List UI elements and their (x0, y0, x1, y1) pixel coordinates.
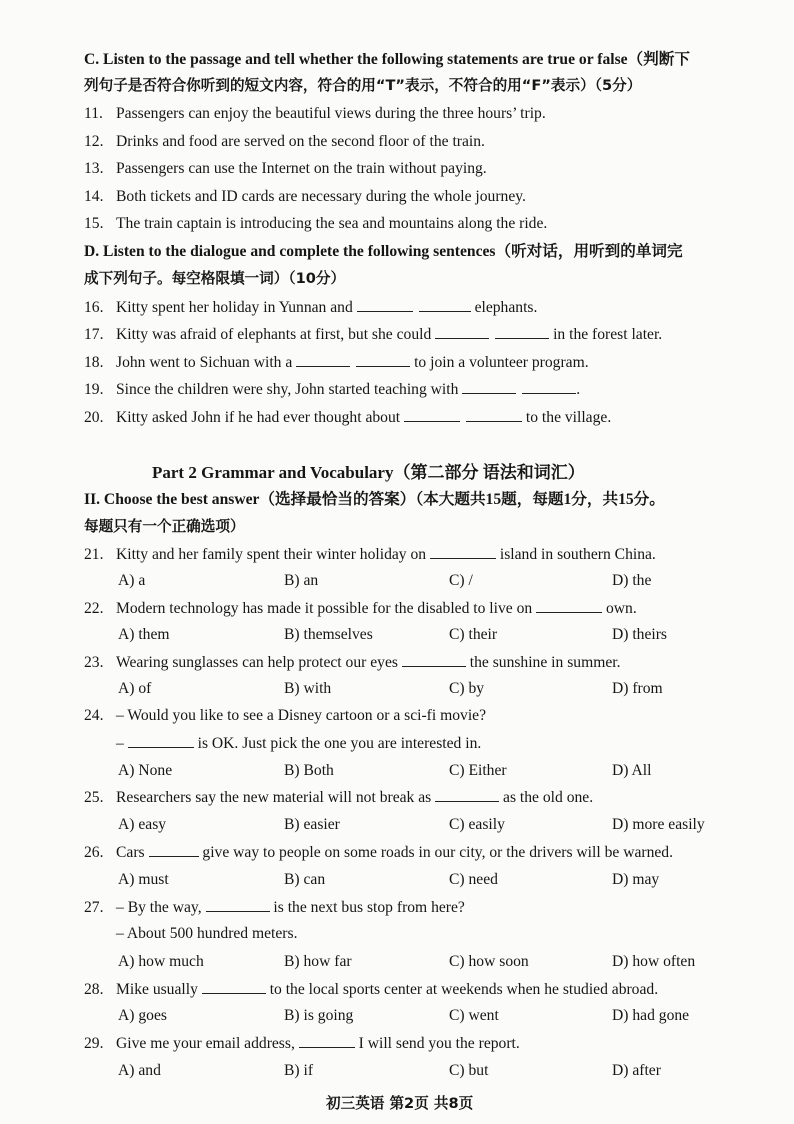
option-a[interactable]: A) must (118, 871, 169, 888)
question-text: to the local sports center at weekends when he studied abroad. (269, 981, 659, 999)
answer-blank[interactable] (149, 842, 199, 857)
option-c[interactable]: C) but (449, 1062, 489, 1079)
question-text: give way to people on some roads in our city, or the drivers will be warned. (202, 844, 673, 862)
option-b[interactable]: B) themselves (284, 626, 373, 643)
item-number: 23. (84, 654, 104, 672)
question-text: Wearing sunglasses can help protect our eyes (116, 654, 398, 672)
dash: – (116, 735, 124, 753)
question-text: Give me your email address, (116, 1035, 295, 1053)
statement-12 (84, 132, 485, 151)
sentence-text: . (576, 381, 581, 399)
section-c-heading-cont: 列句子是否符合你听到的短文内容，符合的用“T”表示，不符合的用“F”表示）（5分） (84, 77, 642, 94)
option-b[interactable]: B) an (284, 572, 319, 589)
statement-15 (84, 214, 547, 233)
statement-text: Passengers can enjoy the beautiful views during the three hours’ trip. (116, 105, 546, 122)
question-28 (84, 979, 658, 1000)
question-25 (84, 787, 593, 808)
answer-blank[interactable] (462, 379, 516, 394)
item-number: 22. (84, 600, 104, 618)
option-d[interactable]: D) the (612, 572, 652, 589)
sentence-19 (84, 379, 580, 400)
option-d[interactable]: D) had gone (612, 1007, 690, 1024)
option-d[interactable]: D) how often (612, 953, 696, 970)
page-footer: 初三英语 第2页 共8页 (326, 1095, 474, 1112)
answer-blank[interactable] (402, 652, 466, 667)
statement-text: Both tickets and ID cards are necessary during the whole journey. (116, 188, 526, 205)
item-number: 11. (84, 105, 103, 122)
item-number: 24. (84, 707, 104, 724)
option-a[interactable]: A) None (118, 762, 173, 779)
option-a[interactable]: A) goes (118, 1007, 167, 1024)
option-b[interactable]: B) Both (284, 762, 334, 779)
option-d[interactable]: D) after (612, 1062, 661, 1079)
option-b[interactable]: B) with (284, 680, 332, 697)
item-number: 20. (84, 409, 104, 427)
question-21 (84, 544, 656, 565)
answer-blank[interactable] (435, 324, 489, 339)
statement-13 (84, 159, 487, 178)
section-d-heading-cont: 成下列句子。每空格限填一词）（10分） (84, 270, 346, 287)
sentence-text: John went to Sichuan with a (116, 354, 293, 372)
option-a[interactable]: A) how much (118, 953, 204, 970)
sentence-20 (84, 407, 611, 428)
item-number: 27. (84, 899, 104, 917)
question-text: Researchers say the new material will not break as (116, 789, 432, 807)
option-d[interactable]: D) from (612, 680, 663, 697)
answer-blank[interactable] (357, 297, 413, 312)
sentence-text: Kitty spent her holiday in Yunnan and (116, 299, 353, 317)
item-number: 26. (84, 844, 104, 862)
question-text: Modern technology has made it possible for the disabled to live on (116, 600, 533, 618)
sentence-text: in the forest later. (553, 326, 663, 344)
question-text: island in southern China. (499, 546, 656, 564)
option-c[interactable]: C) how soon (449, 953, 529, 970)
option-c[interactable]: C) their (449, 626, 498, 643)
question-27-reply: – About 500 hundred meters. (116, 925, 298, 942)
option-c[interactable]: C) Either (449, 762, 507, 779)
question-text: Kitty and her family spent their winter holiday on (116, 546, 427, 564)
item-number: 29. (84, 1035, 104, 1053)
answer-blank[interactable] (495, 324, 549, 339)
question-text: is the next bus stop from here? (273, 899, 465, 917)
question-24 (84, 706, 486, 725)
item-number: 15. (84, 215, 104, 232)
part2-heading: II. Choose the best answer（选择最恰当的答案）（本大题共15题，每题1分，共15分。 (84, 491, 665, 508)
option-a[interactable]: A) a (118, 572, 146, 589)
section-c-heading: C. Listen to the passage and tell whether the following statements are true or false（判断下 (84, 51, 690, 68)
option-a[interactable]: A) of (118, 680, 152, 697)
item-number: 14. (84, 188, 104, 205)
answer-blank[interactable] (404, 407, 460, 422)
question-22 (84, 598, 637, 619)
item-number: 28. (84, 981, 104, 999)
item-number: 17. (84, 326, 104, 344)
sentence-16 (84, 297, 537, 318)
question-text: is OK. Just pick the one you are interested in. (197, 735, 482, 753)
answer-blank[interactable] (435, 787, 499, 802)
sentence-17 (84, 324, 662, 345)
item-number: 18. (84, 354, 104, 372)
question-27 (84, 897, 465, 918)
sentence-text: Kitty asked John if he had ever thought about (116, 409, 401, 427)
question-26 (84, 842, 673, 863)
question-23 (84, 652, 620, 673)
statement-text: Drinks and food are served on the second floor of the train. (116, 133, 485, 150)
sentence-text: to the village. (525, 409, 612, 427)
sentence-18 (84, 352, 589, 373)
item-number: 13. (84, 160, 104, 177)
sentence-text: Kitty was afraid of elephants at first, but she could (116, 326, 432, 344)
sentence-text: to join a volunteer program. (414, 354, 589, 372)
option-b[interactable]: B) how far (284, 953, 352, 970)
question-text: – Would you like to see a Disney cartoon or a sci-fi movie? (116, 707, 487, 724)
statement-text: Passengers can use the Internet on the train without paying. (116, 160, 487, 177)
option-b[interactable]: B) can (284, 871, 326, 888)
statement-text: The train captain is introducing the sea and mountains along the ride. (116, 215, 548, 232)
item-number: 12. (84, 133, 104, 150)
option-a[interactable]: A) and (118, 1062, 161, 1079)
item-number: 16. (84, 299, 104, 317)
option-d[interactable]: D) theirs (612, 626, 667, 643)
question-29 (84, 1033, 520, 1054)
section-d-heading: D. Listen to the dialogue and complete the following sentences（听对话，用听到的单词完 (84, 243, 683, 260)
question-text: the sunshine in summer. (469, 654, 621, 672)
answer-blank[interactable] (536, 598, 602, 613)
sentence-text: Since the children were shy, John started teaching with (116, 381, 459, 399)
question-text: Cars (116, 844, 145, 862)
answer-blank[interactable] (419, 297, 471, 312)
option-b[interactable]: B) is going (284, 1007, 354, 1024)
item-number: 21. (84, 546, 104, 564)
question-text: as the old one. (503, 789, 594, 807)
item-number: 25. (84, 789, 104, 807)
option-a[interactable]: A) easy (118, 816, 167, 833)
option-c[interactable]: C) easily (449, 816, 505, 833)
statement-11 (84, 104, 546, 123)
option-b[interactable]: B) easier (284, 816, 340, 833)
part2-heading-cont: 每题只有一个正确选项） (84, 518, 245, 535)
question-text: Mike usually (116, 981, 198, 999)
sentence-text: elephants. (474, 299, 538, 317)
answer-blank[interactable] (522, 379, 576, 394)
answer-blank[interactable] (296, 352, 350, 367)
option-c[interactable]: C) / (449, 572, 473, 589)
answer-blank[interactable] (128, 733, 194, 748)
option-d[interactable]: D) may (612, 871, 660, 888)
question-text: – By the way, (116, 899, 202, 917)
question-24-reply (116, 733, 481, 754)
answer-blank[interactable] (430, 544, 496, 559)
option-d[interactable]: D) All (612, 762, 652, 779)
question-text: I will send you the report. (358, 1035, 520, 1053)
option-c[interactable]: C) by (449, 680, 485, 697)
statement-14 (84, 187, 526, 206)
answer-blank[interactable] (202, 979, 266, 994)
option-c[interactable]: C) went (449, 1007, 499, 1024)
answer-blank[interactable] (356, 352, 410, 367)
item-number: 19. (84, 381, 104, 399)
answer-blank[interactable] (466, 407, 522, 422)
option-c[interactable]: C) need (449, 871, 498, 888)
answer-blank[interactable] (206, 897, 270, 912)
question-text: own. (606, 600, 637, 618)
option-b[interactable]: B) if (284, 1062, 314, 1079)
part2-title: Part 2 Grammar and Vocabulary（第二部分 语法和词汇） (152, 463, 585, 482)
option-a[interactable]: A) them (118, 626, 170, 643)
option-d[interactable]: D) more easily (612, 816, 705, 833)
answer-blank[interactable] (299, 1033, 355, 1048)
